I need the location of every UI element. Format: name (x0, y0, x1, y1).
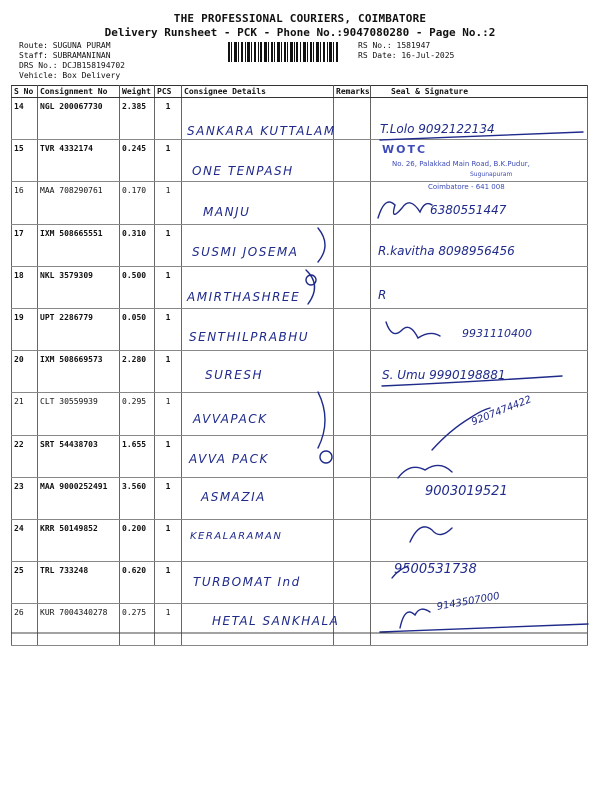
handwritten-signature: 9931110400 (462, 327, 532, 340)
row-pcs: 1 (155, 393, 182, 435)
row-sno: 18 (12, 266, 38, 308)
handwritten-signature: 9143507000 (436, 590, 501, 613)
row-remarks (334, 140, 371, 182)
staff-label: Staff: SUBRAMANINAN (19, 51, 111, 60)
stamp-area: Sugunapuram (470, 171, 513, 178)
row-consignment: IXM 508669573 (38, 351, 120, 393)
vehicle-label: Vehicle: Box Delivery (19, 71, 121, 80)
row-sno: 25 (12, 562, 38, 604)
row-consignment: MAA 708290761 (38, 182, 120, 224)
handwritten-consignee: TURBOMAT Ind (193, 575, 301, 589)
handwritten-consignee: AVVA PACK (189, 452, 269, 466)
row-remarks (334, 266, 371, 308)
handwritten-consignee: SANKARA KUTTALAM (187, 124, 336, 138)
row-sno: 16 (12, 182, 38, 224)
handwritten-consignee: SENTHILPRABHU (189, 330, 310, 344)
row-consignment: KRR 50149852 (38, 519, 120, 561)
handwritten-signature: R.kavitha 8098956456 (378, 244, 515, 258)
row-remarks (334, 393, 371, 435)
row-sno: 23 (12, 477, 38, 519)
handwritten-consignee: SURESH (205, 368, 263, 382)
stamp-logo-text: WOTC (382, 143, 428, 156)
row-consignment: NKL 3579309 (38, 266, 120, 308)
row-pcs: 1 (155, 224, 182, 266)
row-weight: 1.655 (120, 435, 155, 477)
row-sno: 14 (12, 98, 38, 140)
row-weight: 0.170 (120, 182, 155, 224)
col-sno: S No (12, 86, 38, 98)
row-consignment: MAA 9000252491 (38, 477, 120, 519)
row-remarks (334, 351, 371, 393)
row-weight: 0.200 (120, 519, 155, 561)
row-pcs: 1 (155, 182, 182, 224)
barcode (228, 42, 340, 62)
row-sno: 24 (12, 519, 38, 561)
row-consignment: KUR 7004340278 (38, 604, 120, 646)
row-sno: 22 (12, 435, 38, 477)
row-sno: 19 (12, 308, 38, 350)
handwritten-signature: 6380551447 (430, 203, 507, 217)
table-row (12, 435, 588, 477)
row-pcs: 1 (155, 266, 182, 308)
row-remarks (334, 182, 371, 224)
row-consignment: UPT 2286779 (38, 308, 120, 350)
row-pcs: 1 (155, 435, 182, 477)
table-header-row (12, 86, 588, 98)
row-pcs: 1 (155, 477, 182, 519)
handwritten-consignee: MANJU (203, 205, 251, 219)
handwritten-consignee: SUSMI JOSEMA (192, 245, 299, 259)
handwritten-consignee: KERALARAMAN (190, 531, 283, 542)
row-weight: 0.310 (120, 224, 155, 266)
row-remarks (334, 435, 371, 477)
row-weight: 2.385 (120, 98, 155, 140)
company-title: THE PROFESSIONAL COURIERS, COIMBATORE (173, 12, 427, 25)
row-weight: 0.050 (120, 308, 155, 350)
row-consignment: NGL 200067730 (38, 98, 120, 140)
rs-number: RS No.: 1581947 (358, 41, 431, 50)
row-remarks (334, 519, 371, 561)
row-sno: 20 (12, 351, 38, 393)
col-weight: Weight (120, 86, 155, 98)
row-pcs: 1 (155, 98, 182, 140)
handwritten-signature: S. Umu 9990198881 (382, 368, 506, 382)
table-row (12, 519, 588, 561)
row-consignment: CLT 30559939 (38, 393, 120, 435)
handwritten-consignee: ONE TENPASH (192, 164, 294, 178)
row-signature (371, 435, 588, 477)
col-consignment: Consignment No (38, 86, 120, 98)
handwritten-signature: 9207474422 (470, 394, 534, 429)
row-weight: 0.295 (120, 393, 155, 435)
row-weight: 3.560 (120, 477, 155, 519)
row-remarks (334, 308, 371, 350)
handwritten-signature: 9500531738 (394, 562, 477, 577)
row-consignment: TRL 733248 (38, 562, 120, 604)
row-remarks (334, 98, 371, 140)
handwritten-consignee: AMIRTHASHREE (187, 290, 301, 304)
stamp-city: Coimbatore - 641 008 (428, 183, 505, 191)
row-signature (371, 604, 588, 646)
row-remarks (334, 224, 371, 266)
row-signature (371, 519, 588, 561)
handwritten-signature: T.Lolo 9092122134 (380, 122, 495, 136)
row-sno: 21 (12, 393, 38, 435)
drs-label: DRS No.: DCJB158194702 (19, 61, 125, 70)
row-consignment: IXM 508665551 (38, 224, 120, 266)
handwritten-signature: 9003019521 (425, 484, 508, 499)
col-remarks: Remarks (334, 86, 371, 98)
row-pcs: 1 (155, 308, 182, 350)
row-pcs: 1 (155, 604, 182, 646)
row-weight: 0.500 (120, 266, 155, 308)
row-sno: 17 (12, 224, 38, 266)
row-weight: 0.620 (120, 562, 155, 604)
col-consignee: Consignee Details (182, 86, 334, 98)
col-pcs: PCS (155, 86, 182, 98)
rs-date: RS Date: 16-Jul-2025 (358, 51, 455, 60)
row-pcs: 1 (155, 351, 182, 393)
row-signature (371, 266, 588, 308)
row-weight: 2.280 (120, 351, 155, 393)
handwritten-consignee: AVVAPACK (193, 412, 268, 426)
row-sno: 26 (12, 604, 38, 646)
row-remarks (334, 477, 371, 519)
row-pcs: 1 (155, 140, 182, 182)
row-pcs: 1 (155, 562, 182, 604)
row-pcs: 1 (155, 519, 182, 561)
handwritten-signature: R (378, 288, 387, 302)
handwritten-consignee: ASMAZIA (201, 490, 266, 504)
handwritten-consignee: HETAL SANKHALA (212, 614, 340, 628)
row-remarks (334, 562, 371, 604)
row-consignment: SRT 54438703 (38, 435, 120, 477)
stamp-address: No. 26, Palakkad Main Road, B.K.Pudur, (392, 160, 530, 168)
row-consignment: TVR 4332174 (38, 140, 120, 182)
runsheet-table (11, 85, 588, 646)
route-label: Route: SUGUNA PURAM (19, 41, 111, 50)
row-sno: 15 (12, 140, 38, 182)
col-signature: Seal & Signature (371, 86, 588, 98)
row-weight: 0.275 (120, 604, 155, 646)
row-weight: 0.245 (120, 140, 155, 182)
runsheet-title: Delivery Runsheet - PCK - Phone No.:9047080280 - Page No.:2 (104, 26, 496, 39)
